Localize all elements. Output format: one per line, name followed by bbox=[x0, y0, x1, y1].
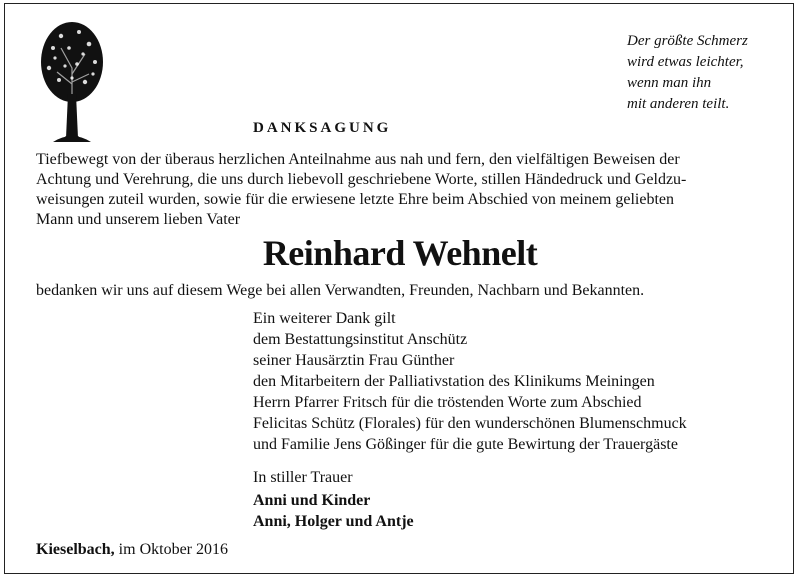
quote-line: Der größte Schmerz bbox=[627, 33, 748, 49]
intro-line: weisungen zuteil wurden, sowie für die erwiesene letzte Ehre beim Abschied von meinem geliebten bbox=[36, 191, 675, 208]
town-name: Kieselbach, bbox=[36, 541, 115, 558]
thanks-line: bedanken wir uns auf diesem Wege bei allen Verwandten, Freunden, Nachbarn und Bekannten. bbox=[36, 282, 645, 299]
deceased-name: Reinhard Wehnelt bbox=[262, 233, 538, 273]
list-item: und Familie Jens Gößinger für die gute Bewirtung der Trauergäste bbox=[253, 436, 678, 453]
intro-paragraph bbox=[36, 150, 786, 230]
further-thanks-list bbox=[253, 308, 687, 455]
list-item: den Mitarbeitern der Palliativstation des Klinikums Meiningen bbox=[253, 373, 655, 390]
family-name: Anni, Holger und Antje bbox=[253, 513, 414, 530]
list-item: Felicitas Schütz (Florales) für den wunderschönen Blumenschmuck bbox=[253, 415, 687, 432]
intro-line: Achtung und Verehrung, die uns durch liebevoll geschriebene Worte, stillen Händedruck und Geldzu- bbox=[36, 171, 687, 188]
page-title: DANKSAGUNG bbox=[253, 120, 392, 136]
family-name: Anni und Kinder bbox=[253, 492, 371, 509]
quote-line: wird etwas leichter, bbox=[627, 54, 744, 70]
intro-line: Tiefbewegt von der überaus herzlichen Anteilnahme aus nah und fern, den vielfältigen Beweisen der bbox=[36, 151, 680, 168]
mourning-intro: In stiller Trauer bbox=[253, 469, 353, 486]
place-and-date bbox=[36, 541, 228, 559]
obituary-card bbox=[4, 3, 794, 574]
date-text: im Oktober 2016 bbox=[118, 541, 228, 558]
mourning-signature bbox=[253, 467, 414, 532]
further-thanks-intro: Ein weiterer Dank gilt bbox=[253, 310, 396, 327]
list-item: seiner Hausärztin Frau Günther bbox=[253, 352, 455, 369]
intro-line: Mann und unserem lieben Vater bbox=[36, 211, 241, 228]
epigraph-quote bbox=[627, 31, 787, 115]
list-item: Herrn Pfarrer Fritsch für die tröstenden Worte zum Abschied bbox=[253, 394, 642, 411]
list-item: dem Bestattungsinstitut Anschütz bbox=[253, 331, 468, 348]
quote-line: mit anderen teilt. bbox=[627, 96, 730, 112]
quote-line: wenn man ihn bbox=[627, 75, 712, 91]
tree-icon bbox=[39, 18, 105, 146]
